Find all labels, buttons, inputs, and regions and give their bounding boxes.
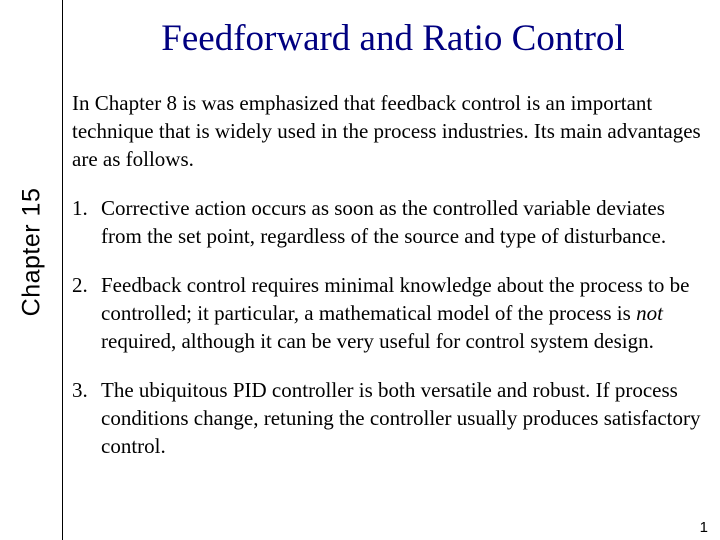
list-item-text: The ubiquitous PID controller is both versatile and robust. If process conditions change, retuning the controller usually produces satisfactory control. bbox=[101, 378, 701, 458]
list-item-text: Corrective action occurs as soon as the controlled variable deviates from the set point, regardless of the source and type of disturbance. bbox=[101, 196, 667, 248]
intro-paragraph: In Chapter 8 is was emphasized that feedback control is an important technique that is widely used in the process industries. Its main advantages are as follows. bbox=[72, 91, 701, 171]
text-segment: required, although it can be very useful for control system design. bbox=[101, 329, 654, 353]
list-item-text bbox=[101, 271, 704, 355]
list-number: 2. bbox=[72, 273, 88, 297]
text-segment: Feedback control requires minimal knowledge about the process to be controlled; it particular, a mathematical model of the process is bbox=[101, 273, 690, 325]
list-item-1 bbox=[72, 194, 704, 250]
sidebar-divider bbox=[62, 0, 63, 540]
slide-title: Feedforward and Ratio Control bbox=[161, 18, 625, 59]
page-number: 1 bbox=[699, 519, 708, 536]
list-number: 3. bbox=[72, 378, 88, 402]
list-item-3 bbox=[72, 376, 704, 460]
emphasis-text: not bbox=[636, 301, 663, 325]
chapter-label: Chapter 15 bbox=[17, 187, 46, 317]
slide-body bbox=[72, 89, 704, 481]
list-number: 1. bbox=[72, 196, 88, 220]
chapter-sidebar bbox=[0, 0, 62, 540]
list-item-2 bbox=[72, 271, 704, 355]
